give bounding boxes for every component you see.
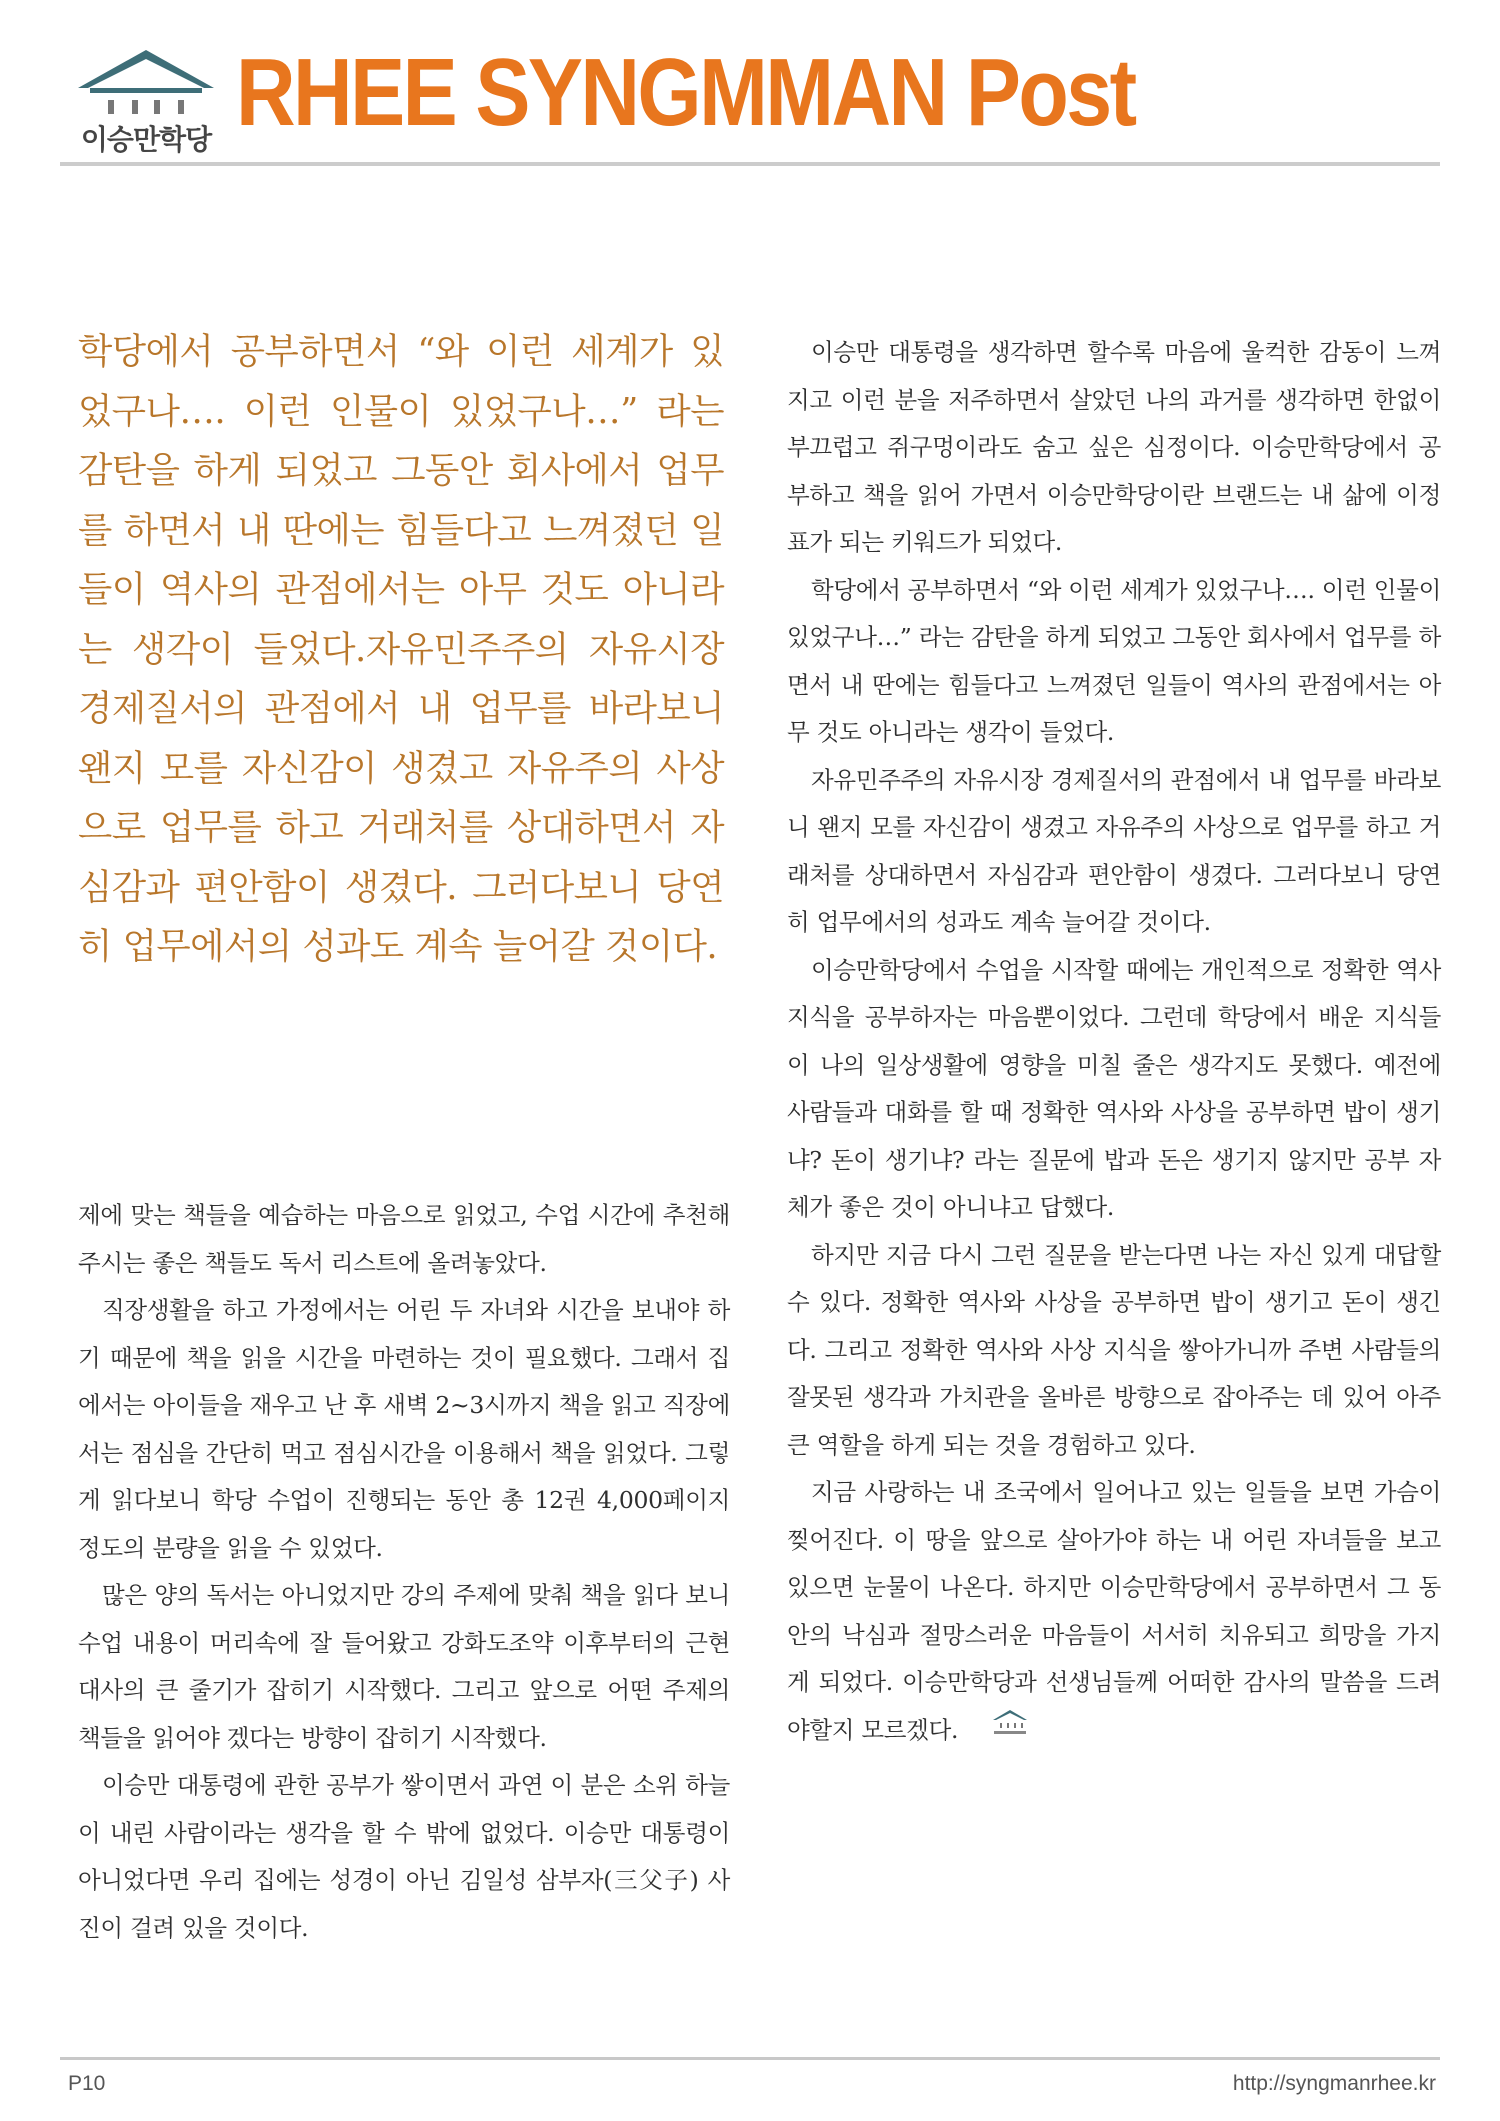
left-paragraph-2: 직장생활을 하고 가정에서는 어린 두 자녀와 시간을 보내야 하기 때문에 책을 읽을 시간을 마련하는 것이 필요했다. 그래서 집에서는 아이들을 재우고 난 후 새벽 2~3시까지 책을 읽고 직장에서는 점심을 간단히 먹고 점심시간을 이용해서 책을 읽었다. 그렇게 읽다보니 학당 수업이 진행되는 동안 총 12권 4,000페이지 정도의 분량을 읽을 수 있었다. [78, 1296, 730, 1562]
left-paragraph-4: 이승만 대통령에 관한 공부가 쌓이면서 과연 이 분은 소위 하늘이 내린 사람이라는 생각을 할 수 밖에 없었다. 이승만 대통령이 아니었다면 우리 집에는 성경이 아닌 김일성 삼부자(三父子) 사진이 걸려 있을 것이다. [78, 1771, 730, 1942]
left-column [78, 1192, 730, 1952]
right-paragraph-5: 하지만 지금 다시 그런 질문을 받는다면 나는 자신 있게 대답할 수 있다. 정확한 역사와 사상을 공부하면 밥이 생기고 돈이 생긴다. 그리고 정확한 역사와 사상 지식을 쌓아가니까 주변 사람들의 잘못된 생각과 가치관을 올바른 방향으로 잡아주는 데 있어 아주 큰 역할을 하게 되는 것을 경험하고 있다. [787, 1240, 1441, 1459]
footer-divider [60, 2057, 1440, 2060]
right-paragraph-1: 이승만 대통령을 생각하면 할수록 마음에 울컥한 감동이 느껴지고 이런 분을 저주하면서 살았던 나의 과거를 생각하면 한없이 부끄럽고 쥐구멍이라도 숨고 싶은 심정이다. 이승만학당에서 공부하고 책을 읽어 가면서 이승만학당이란 브랜드는 내 삶에 이정표가 되는 키워드가 되었다. [787, 338, 1441, 556]
end-mark-icon [964, 1707, 1032, 1755]
website-url: http://syngmanrhee.kr [1232, 2072, 1436, 2095]
left-paragraph-1: 제에 맞는 책들을 예습하는 마음으로 읽었고, 수업 시간에 추천해 주시는 좋은 책들도 독서 리스트에 올려놓았다. [78, 1201, 730, 1277]
right-paragraph-4: 이승만학당에서 수업을 시작할 때에는 개인적으로 정확한 역사 지식을 공부하자는 마음뿐이었다. 그런데 학당에서 배운 지식들이 나의 일상생활에 영향을 미칠 줄은 생각지도 못했다. 예전에 사람들과 대화를 할 때 정확한 역사와 사상을 공부하면 밥이 생기냐? 돈이 생기냐? 라는 질문에 밥과 돈은 생기지 않지만 공부 자체가 좋은 것이 아니냐고 답했다. [787, 955, 1441, 1221]
right-column [787, 329, 1441, 1755]
logo-text: 이승만학당 [80, 123, 212, 156]
left-paragraph-3: 많은 양의 독서는 아니었지만 강의 주제에 맞춰 책을 읽다 보니 수업 내용이 머리속에 잘 들어왔고 강화도조약 이후부터의 근현대사의 큰 줄기가 잡히기 시작했다. 그리고 앞으로 어떤 주제의 책들을 읽어야 겠다는 방향이 잡히기 시작했다. [78, 1581, 730, 1752]
masthead-title: RHEE SYNGMMAN Post [236, 39, 1135, 146]
right-paragraph-6 [787, 1469, 1441, 1755]
house-icon [60, 46, 232, 118]
pull-quote: 학당에서 공부하면서 “와 이런 세계가 있었구나…. 이런 인물이 있었구나…” 라는 감탄을 하게 되었고 그동안 회사에서 업무를 하면서 내 딴에는 힘들다고 느껴졌던 일들이 역사의 관점에서는 아무 것도 아니라는 생각이 들었다.자유민주주의 자유시장 경제질서의 관점에서 내 업무를 바라보니 왠지 모를 자신감이 생겼고 자유주의 사상으로 업무를 하고 거래처를 상대하면서 자심감과 편안함이 생겼다. 그러다보니 당연히 업무에서의 성과도 계속 늘어갈 것이다. [78, 331, 724, 967]
page-number: P10 [68, 2072, 106, 2095]
closing-text: 지금 사랑하는 내 조국에서 일어나고 있는 일들을 보면 가슴이 찢어진다. 이 땅을 앞으로 살아가야 하는 내 어린 자녀들을 보고 있으면 눈물이 나온다. 하지만 이승만학당에서 공부하면서 그 동안의 낙심과 절망스러운 마음들이 서서히 치유되고 희망을 가지게 되었다. 이승만학당과 선생님들께 어떠한 감사의 말씀을 드려야할지 모르겠다. [787, 1478, 1441, 1744]
right-paragraph-2: 학당에서 공부하면서 “와 이런 세계가 있었구나…. 이런 인물이 있었구나…” 라는 감탄을 하게 되었고 그동안 회사에서 업무를 하면서 내 딴에는 힘들다고 느껴졌던 일들이 역사의 관점에서는 아무 것도 아니라는 생각이 들었다. [787, 575, 1441, 746]
right-paragraph-3: 자유민주주의 자유시장 경제질서의 관점에서 내 업무를 바라보니 왠지 모를 자신감이 생겼고 자유주의 사상으로 업무를 하고 거래처를 상대하면서 자심감과 편안함이 생겼다. 그러다보니 당연히 업무에서의 성과도 계속 늘어갈 것이다. [787, 765, 1441, 936]
haktang-logo [60, 46, 232, 160]
header-divider [60, 162, 1440, 166]
